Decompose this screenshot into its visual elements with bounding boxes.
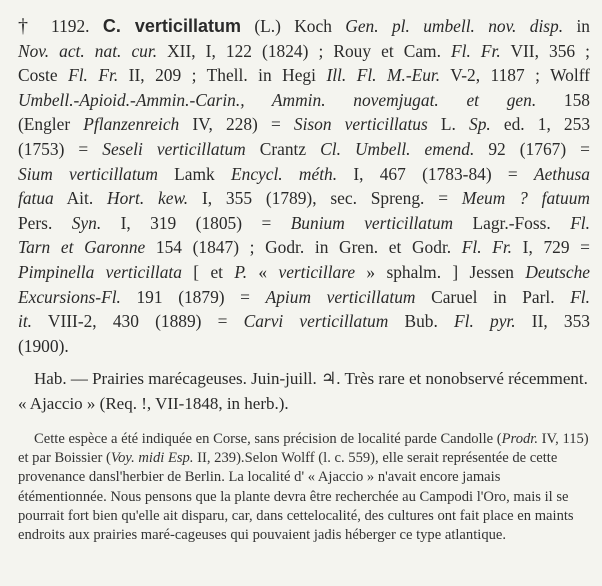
text-line bbox=[18, 309, 590, 334]
italic-citation: Apium verticillatum bbox=[265, 286, 416, 307]
text-run: mentionnée. Nous pensons que la plante devra être recherchée au Campo bbox=[35, 488, 462, 505]
habitat-paragraph bbox=[18, 367, 590, 416]
text-run: I, 355 (1789), sec. Spreng. = bbox=[188, 188, 462, 209]
text-line bbox=[18, 162, 590, 187]
italic-citation: Ill. Fl. M.-Eur. bbox=[326, 65, 441, 86]
text-run: VIII-2, 430 (1889) = bbox=[32, 311, 244, 332]
text-line bbox=[18, 369, 451, 388]
text-line bbox=[18, 431, 423, 447]
text-run: (Engler bbox=[18, 114, 84, 135]
text-line bbox=[18, 112, 590, 137]
text-run: di l'Oro, mais il se pourrait fort bien qu'elle ait disparu, car, dans cette bbox=[18, 488, 569, 524]
italic-citation: verticillare bbox=[278, 261, 356, 282]
text-run: » sphalm. ] Jessen bbox=[355, 261, 526, 282]
text-run: 191 (1879) = bbox=[120, 286, 266, 307]
italic-citation: Prodr. bbox=[501, 431, 538, 447]
text-run: l'herbier de Berlin. La localité d' « Ajaccio » n'avait encore jamais été bbox=[18, 469, 501, 505]
italic-citation: Cl. Umbell. emend. bbox=[320, 138, 475, 159]
text-run: Ait. bbox=[53, 188, 108, 209]
text-run: 92 (1767) = bbox=[474, 138, 590, 159]
italic-citation: Meum ? fatuum bbox=[461, 188, 590, 209]
text-line bbox=[18, 137, 590, 162]
italic-citation: Excursions-Fl. bbox=[18, 286, 121, 307]
text-line bbox=[18, 235, 590, 260]
italic-citation: Encycl. méth. bbox=[231, 163, 338, 184]
text-run: 154 (1847) ; Godr. in Gren. et Godr. bbox=[145, 237, 462, 258]
italic-citation: Fl. Fr. bbox=[451, 40, 501, 61]
italic-citation: Aethusa bbox=[533, 163, 590, 184]
text-run: II, 209 ; Thell. in Hegi bbox=[118, 65, 327, 86]
text-run: VII, 356 ; bbox=[500, 40, 590, 61]
text-run: II, 353 bbox=[515, 311, 590, 332]
italic-citation: Fl. Fr. bbox=[461, 237, 513, 258]
entry-number: 1192. bbox=[51, 16, 103, 36]
text-run: observé récemment. « Ajaccio » (Req. !, VII-1848, in herb.). bbox=[18, 369, 588, 413]
italic-citation: Gen. pl. umbell. nov. disp. bbox=[345, 16, 564, 36]
italic-citation: Umbell.-Apioid.-Ammin.-Carin., Ammin. novemjugat. et gen. bbox=[18, 89, 537, 110]
italic-citation: Seseli verticillatum bbox=[102, 138, 246, 159]
text-run: Crantz bbox=[245, 138, 321, 159]
text-run: ed. 1, 253 bbox=[490, 114, 591, 135]
text-line bbox=[18, 14, 590, 39]
text-run: Cette espèce a été indiquée en Corse, sans précision de localité par bbox=[34, 431, 424, 447]
text-line bbox=[18, 39, 590, 64]
text-run: I, 729 = bbox=[512, 237, 590, 258]
text-run: in bbox=[563, 16, 590, 36]
italic-citation: Deutsche bbox=[525, 261, 591, 282]
text-run: L. bbox=[427, 114, 469, 135]
synonymy-entry bbox=[18, 14, 590, 358]
text-run: (L.) Koch bbox=[240, 16, 346, 36]
italic-citation: Carvi verticillatum bbox=[243, 311, 389, 332]
text-run: Pers. bbox=[18, 212, 72, 233]
text-run: Hab. — Prairies marécageuses. Juin-juill. ♃. Très rare et non bbox=[34, 369, 452, 388]
text-line bbox=[18, 63, 590, 88]
text-run: (1753) = bbox=[18, 138, 103, 159]
text-run: XII, I, 122 (1824) ; Rouy et Cam. bbox=[157, 40, 451, 61]
italic-citation: Bunium verticillatum bbox=[290, 212, 454, 233]
text-run: II, 239). bbox=[193, 450, 245, 467]
text-line bbox=[18, 186, 590, 211]
italic-citation: Pimpinella verticillata bbox=[18, 261, 182, 282]
italic-citation: Pflanzenreich bbox=[83, 114, 180, 135]
italic-citation: Sp. bbox=[469, 114, 491, 135]
commentary-paragraph bbox=[18, 430, 590, 545]
dagger-mark: † bbox=[18, 15, 52, 37]
text-run: « bbox=[247, 261, 279, 282]
text-line bbox=[18, 211, 590, 236]
italic-citation: Fl. pyr. bbox=[454, 311, 516, 332]
text-run: [ et bbox=[181, 261, 235, 282]
italic-citation: Sium verticillatum bbox=[18, 163, 158, 184]
species-name: C. verticillatum bbox=[102, 16, 241, 36]
italic-citation: Fl. bbox=[570, 212, 590, 233]
text-run: 158 bbox=[536, 89, 590, 110]
text-run: localité, des cultures ont fait place en maints endroits aux prairies maré- bbox=[18, 507, 574, 544]
text-run: Lamk bbox=[157, 163, 231, 184]
text-line bbox=[35, 489, 462, 505]
text-line bbox=[175, 527, 506, 543]
italic-citation: Sison verticillatus bbox=[293, 114, 428, 135]
text-run: Caruel in Parl. bbox=[415, 286, 571, 307]
italic-citation: P. bbox=[234, 261, 248, 282]
italic-citation: Fl. Fr. bbox=[68, 65, 119, 86]
text-run: Selon Wolff (l. c. 559), elle serait représentée de cette provenance dans bbox=[18, 450, 558, 486]
italic-citation: Voy. midi Esp. bbox=[110, 450, 194, 467]
italic-citation: fatua bbox=[18, 188, 54, 209]
italic-citation: Syn. bbox=[71, 212, 102, 233]
text-line bbox=[18, 334, 590, 359]
italic-citation: Nov. act. nat. cur. bbox=[18, 40, 158, 61]
text-run: IV, 228) = bbox=[179, 114, 294, 135]
text-run: IV, 115) et par Boissier ( bbox=[18, 431, 589, 467]
italic-citation: it. bbox=[18, 311, 33, 332]
text-line bbox=[18, 88, 590, 113]
text-run: I, 319 (1805) = bbox=[101, 212, 291, 233]
text-run: I, 467 (1783-84) = bbox=[337, 163, 534, 184]
italic-citation: Tarn et Garonne bbox=[18, 237, 146, 258]
text-run: Lagr.-Foss. bbox=[453, 212, 571, 233]
text-line bbox=[18, 260, 590, 285]
text-run: de Candolle ( bbox=[423, 431, 502, 447]
text-run: V-2, 1187 ; Wolff bbox=[440, 65, 590, 86]
text-run: (1900). bbox=[18, 335, 69, 356]
italic-citation: Hort. kew. bbox=[107, 188, 189, 209]
italic-citation: Fl. bbox=[570, 286, 590, 307]
text-run: Bub. bbox=[388, 311, 455, 332]
text-line bbox=[18, 285, 590, 310]
text-run: Coste bbox=[18, 65, 69, 86]
text-run: cageuses qui pouvaient jadis héberger ce type atlantique. bbox=[174, 527, 507, 544]
